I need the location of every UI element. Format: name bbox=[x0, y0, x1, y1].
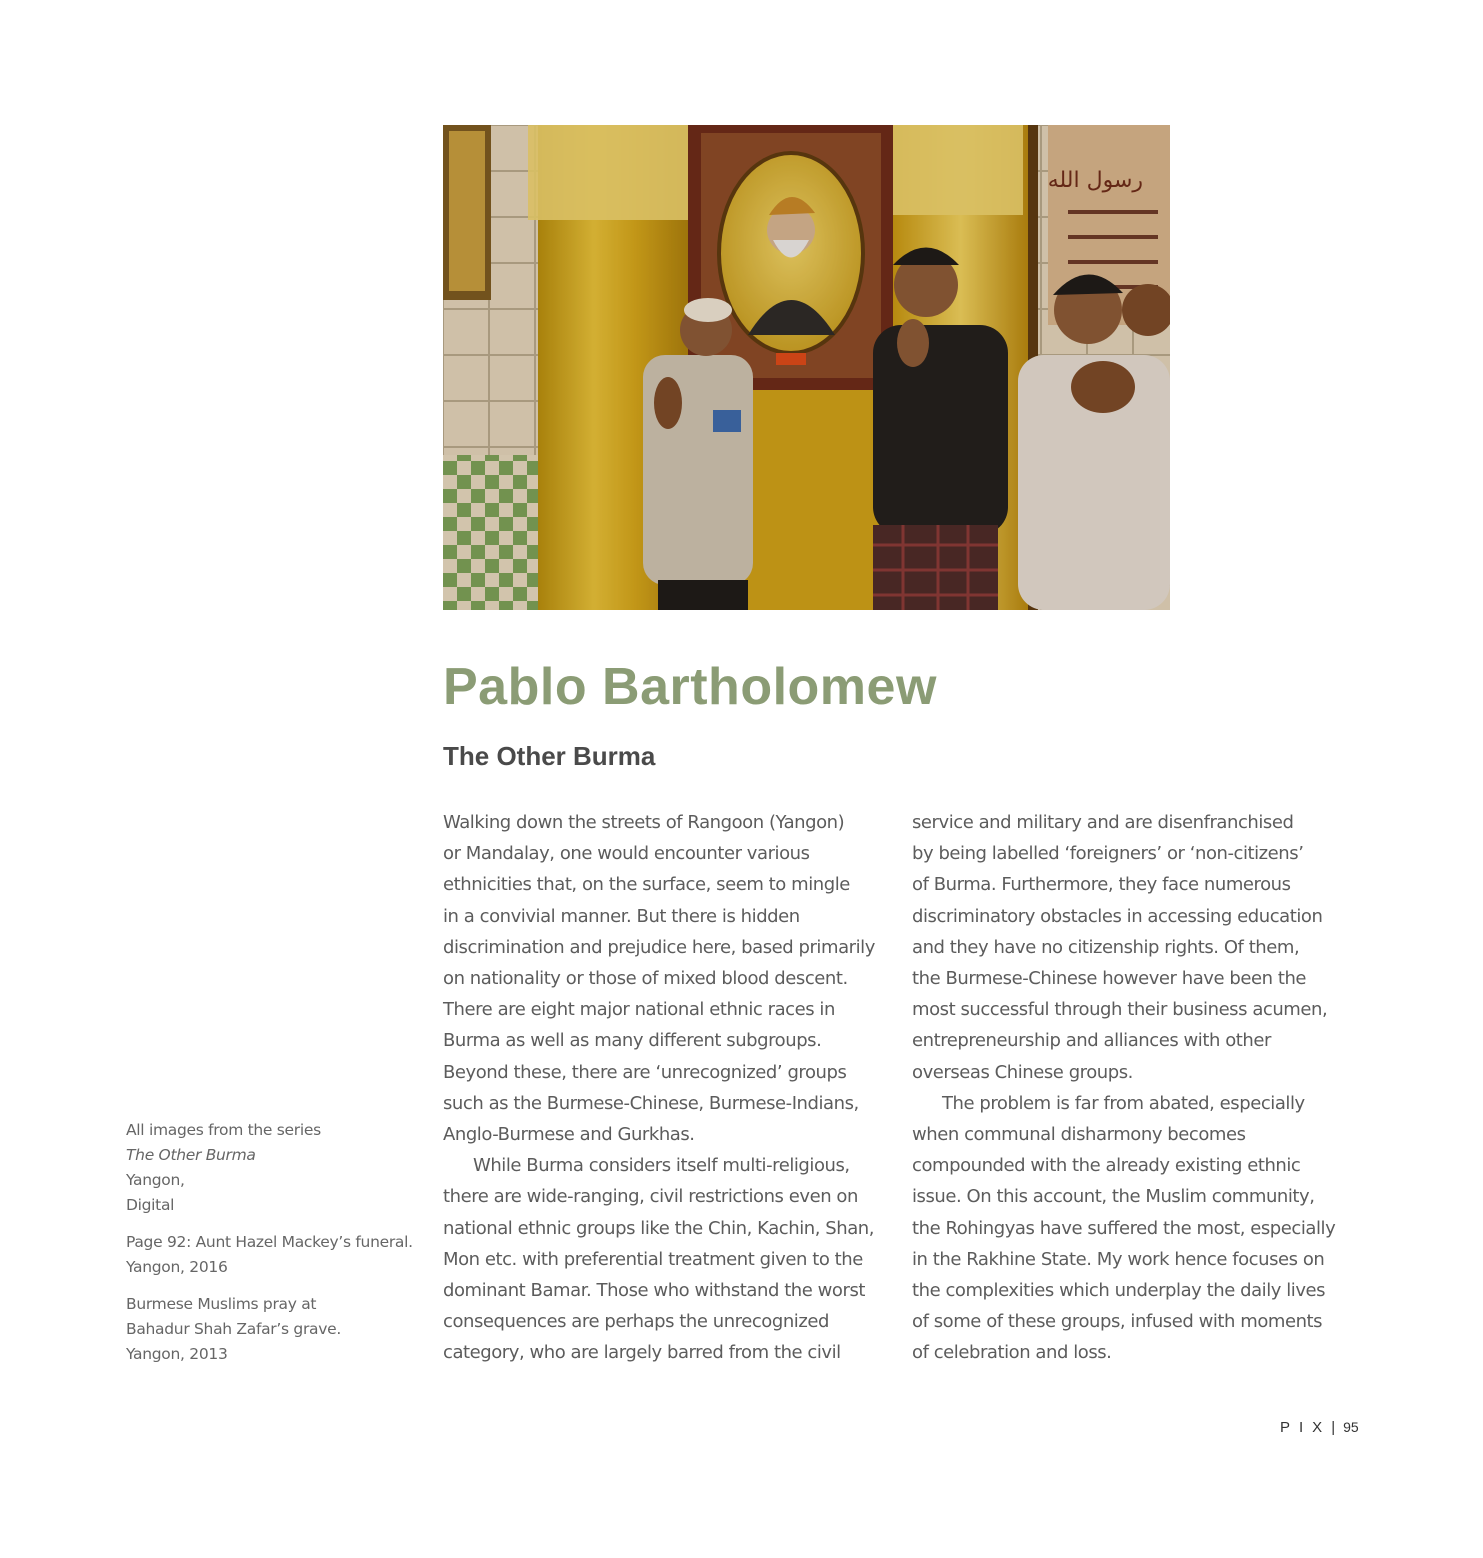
caption-block bbox=[126, 1230, 416, 1280]
body-text-line: on nationality or those of mixed blood descent. bbox=[443, 968, 848, 990]
body-text-line: compounded with the already existing ethnic bbox=[912, 1155, 1301, 1177]
body-text-line: discrimination and prejudice here, based primarily bbox=[443, 936, 875, 958]
article-title: Pablo Bartholomew bbox=[443, 658, 937, 716]
caption-line: Yangon, 2016 bbox=[126, 1258, 228, 1276]
body-text-line: dominant Bamar. Those who withstand the worst bbox=[443, 1280, 865, 1302]
banner-inscription: رسول الله bbox=[1047, 168, 1143, 193]
photo-illustration bbox=[443, 125, 1170, 610]
body-text-line: entrepreneurship and alliances with other bbox=[912, 1030, 1271, 1052]
body-text-line: Walking down the streets of Rangoon (Yangon) bbox=[443, 812, 845, 833]
body-column-right bbox=[912, 807, 1352, 1369]
body-text-line: While Burma considers itself multi-religious, bbox=[473, 1155, 850, 1177]
body-text-line: Beyond these, there are ‘unrecognized’ groups bbox=[443, 1061, 847, 1083]
body-text-line: of celebration and loss. bbox=[912, 1342, 1112, 1364]
caption-line: Burmese Muslims pray at bbox=[126, 1295, 317, 1313]
article-subtitle: The Other Burma bbox=[443, 741, 656, 771]
body-text-line: the Rohingyas have suffered the most, especially bbox=[912, 1217, 1336, 1239]
body-text-line: service and military and are disenfranchised bbox=[912, 812, 1294, 833]
page-number: 95 bbox=[1343, 1419, 1359, 1435]
body-text-line: category, who are largely barred from the civil bbox=[443, 1342, 841, 1364]
caption-line: All images from the series bbox=[126, 1121, 321, 1139]
body-text-line: national ethnic groups like the Chin, Kachin, Shan, bbox=[443, 1217, 875, 1239]
body-text-line: when communal disharmony becomes bbox=[912, 1124, 1246, 1146]
body-text-line: the Burmese-Chinese however have been the bbox=[912, 968, 1307, 990]
body-text-line: issue. On this account, the Muslim community, bbox=[912, 1186, 1315, 1208]
feature-photo bbox=[443, 125, 1170, 610]
body-text-line: and they have no citizenship rights. Of them, bbox=[912, 936, 1300, 958]
body-text-line: most successful through their business acumen, bbox=[912, 999, 1328, 1021]
body-text-line: such as the Burmese-Chinese, Burmese-Indians, bbox=[443, 1092, 859, 1114]
body-text-line: The problem is far from abated, especially bbox=[942, 1092, 1305, 1114]
caption-block bbox=[126, 1292, 416, 1367]
body-text-line: there are wide-ranging, civil restrictions even on bbox=[443, 1186, 858, 1208]
body-text-line: discriminatory obstacles in accessing education bbox=[912, 905, 1323, 927]
body-text-line: of Burma. Furthermore, they face numerous bbox=[912, 874, 1291, 896]
body-column-left bbox=[443, 807, 893, 1369]
body-text-line: Mon etc. with preferential treatment given to the bbox=[443, 1248, 863, 1270]
body-text-line: consequences are perhaps the unrecognized bbox=[443, 1311, 829, 1333]
caption-line: Yangon, bbox=[126, 1171, 185, 1189]
body-text-line: There are eight major national ethnic races in bbox=[443, 999, 835, 1021]
body-text-line: ethnicities that, on the surface, seem to mingle bbox=[443, 874, 850, 896]
body-text-line: or Mandalay, one would encounter various bbox=[443, 843, 810, 865]
magazine-name: PIX bbox=[1280, 1419, 1332, 1436]
body-text-line: overseas Chinese groups. bbox=[912, 1061, 1133, 1083]
photo-captions bbox=[126, 1118, 416, 1379]
body-text-line: Anglo-Burmese and Gurkhas. bbox=[443, 1124, 695, 1146]
caption-line: Digital bbox=[126, 1196, 175, 1214]
page-folio bbox=[1280, 1416, 1359, 1439]
body-text-line: of some of these groups, infused with moments bbox=[912, 1311, 1323, 1333]
caption-line: Page 92: Aunt Hazel Mackey’s funeral. bbox=[126, 1233, 413, 1251]
caption-block bbox=[126, 1118, 416, 1218]
body-text-line: in a convivial manner. But there is hidden bbox=[443, 905, 800, 927]
body-text-line: the complexities which underplay the daily lives bbox=[912, 1280, 1326, 1302]
body-text-line: in the Rakhine State. My work hence focuses on bbox=[912, 1248, 1325, 1270]
body-text-line: Burma as well as many different subgroups. bbox=[443, 1030, 822, 1052]
caption-line: Yangon, 2013 bbox=[126, 1345, 228, 1363]
folio-separator: | bbox=[1331, 1419, 1336, 1436]
caption-line: Bahadur Shah Zafar’s grave. bbox=[126, 1320, 341, 1338]
caption-line: The Other Burma bbox=[126, 1146, 256, 1164]
body-text-line: by being labelled ‘foreigners’ or ‘non-citizens’ bbox=[912, 843, 1304, 865]
